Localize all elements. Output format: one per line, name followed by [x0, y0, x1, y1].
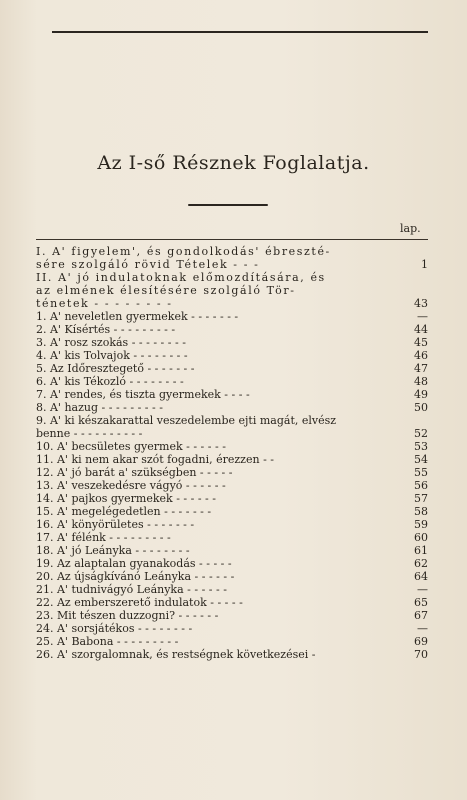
- toc-entry-title: 5. Az Időresztegető - - - - - - -: [36, 362, 195, 375]
- toc-entry-page: 45: [414, 336, 428, 349]
- toc-entry-title: 25. A' Babona - - - - - - - - -: [36, 635, 179, 648]
- toc-entry-page: 65: [414, 596, 428, 609]
- toc-entry-title: 21. A' tudnivágyó Leányka - - - - - -: [36, 583, 227, 596]
- toc-entry-page: 70: [414, 648, 428, 661]
- toc-entry-page: 69: [414, 635, 428, 648]
- table-of-contents: [36, 245, 428, 661]
- toc-entry-title: sére szolgáló rövid Tételek - - -: [36, 258, 260, 271]
- toc-entry-title: 19. Az alaptalan gyanakodás - - - - -: [36, 557, 232, 570]
- toc-entry-title: II. A' jó indulatoknak előmozdítására, és: [36, 271, 326, 284]
- toc-entry: [36, 440, 428, 453]
- toc-entry-title: 2. A' Kísértés - - - - - - - - -: [36, 323, 176, 336]
- toc-entry-title: 6. A' kis Tékozló - - - - - - - -: [36, 375, 184, 388]
- toc-entry: [36, 271, 428, 284]
- toc-entry-title: 14. A' pajkos gyermekek - - - - - -: [36, 492, 216, 505]
- top-rule: [52, 31, 428, 33]
- toc-entry-page: 47: [414, 362, 428, 375]
- toc-entry: [36, 349, 428, 362]
- toc-entry-page: 49: [414, 388, 428, 401]
- toc-entry-title: 11. A' ki nem akar szót fogadni, érezzen - -: [36, 453, 274, 466]
- toc-entry: [36, 362, 428, 375]
- toc-entry-page: 52: [414, 427, 428, 440]
- toc-entry: [36, 570, 428, 583]
- toc-entry-page: 64: [414, 570, 428, 583]
- toc-entry-title: 26. A' szorgalomnak, és restségnek következései -: [36, 648, 316, 661]
- toc-entry-page: 43: [414, 297, 428, 310]
- toc-entry: [36, 544, 428, 557]
- toc-entry-page: 58: [414, 505, 428, 518]
- toc-entry: [36, 479, 428, 492]
- toc-entry: [36, 492, 428, 505]
- toc-entry: [36, 466, 428, 479]
- toc-entry-title: 12. A' jó barát a' szükségben - - - - -: [36, 466, 233, 479]
- toc-entry: [36, 245, 428, 258]
- toc-entry-title: 7. A' rendes, és tiszta gyermekek - - - -: [36, 388, 250, 401]
- toc-entry-page: 48: [414, 375, 428, 388]
- toc-entry: [36, 609, 428, 622]
- toc-entry-title: benne - - - - - - - - - -: [36, 427, 143, 440]
- toc-entry: [36, 622, 428, 635]
- toc-entry-title: 23. Mit tészen duzzogni? - - - - - -: [36, 609, 219, 622]
- toc-entry-title: 15. A' megelégedetlen - - - - - - -: [36, 505, 212, 518]
- toc-entry-title: 18. A' jó Leányka - - - - - - - -: [36, 544, 190, 557]
- toc-entry-title: 20. Az újságkívánó Leányka - - - - - -: [36, 570, 235, 583]
- toc-entry: [36, 297, 428, 310]
- toc-entry-title: 24. A' sorsjátékos - - - - - - - -: [36, 622, 193, 635]
- toc-entry-page: 53: [414, 440, 428, 453]
- page-column-label: lap.: [400, 222, 421, 235]
- toc-entry-page: —: [417, 310, 428, 323]
- toc-entry-title: 16. A' könyörületes - - - - - - -: [36, 518, 195, 531]
- toc-entry-page: 62: [414, 557, 428, 570]
- toc-entry-page: 56: [414, 479, 428, 492]
- toc-entry: [36, 635, 428, 648]
- toc-entry: [36, 336, 428, 349]
- toc-entry-page: —: [417, 583, 428, 596]
- toc-entry: [36, 323, 428, 336]
- page-title: Az I-ső Résznek Foglalatja.: [97, 152, 370, 174]
- toc-entry: [36, 453, 428, 466]
- toc-entry: [36, 557, 428, 570]
- title-divider: [188, 204, 268, 206]
- toc-entry-title: I. A' figyelem', és gondolkodás' ébreszté-: [36, 245, 331, 258]
- toc-entry-page: 44: [414, 323, 428, 336]
- toc-entry-title: 1. A' neveletlen gyermekek - - - - - - -: [36, 310, 239, 323]
- toc-entry: [36, 596, 428, 609]
- toc-entry: [36, 531, 428, 544]
- toc-entry-title: 3. A' rosz szokás - - - - - - - -: [36, 336, 186, 349]
- toc-entry: [36, 310, 428, 323]
- toc-entry-title: az elmének élesítésére szolgáló Tör-: [36, 284, 296, 297]
- toc-entry: [36, 505, 428, 518]
- toc-entry-title: 10. A' becsületes gyermek - - - - - -: [36, 440, 226, 453]
- toc-entry: [36, 648, 428, 661]
- toc-entry-page: 46: [414, 349, 428, 362]
- toc-entry: [36, 583, 428, 596]
- toc-entry-page: 57: [414, 492, 428, 505]
- toc-entry-title: 22. Az emberszerető indulatok - - - - -: [36, 596, 243, 609]
- toc-entry: [36, 258, 428, 271]
- toc-entry: [36, 388, 428, 401]
- toc-top-rule: [36, 239, 428, 240]
- toc-entry-title: 8. A' hazug - - - - - - - - -: [36, 401, 163, 414]
- toc-entry-page: —: [417, 622, 428, 635]
- toc-entry-title: 4. A' kis Tolvajok - - - - - - - -: [36, 349, 188, 362]
- toc-entry-page: 60: [414, 531, 428, 544]
- toc-entry-page: 61: [414, 544, 428, 557]
- toc-entry-title: ténetek - - - - - - - -: [36, 297, 173, 310]
- toc-entry-page: 1: [421, 258, 428, 271]
- toc-entry: [36, 518, 428, 531]
- toc-entry-page: 59: [414, 518, 428, 531]
- toc-entry-page: 67: [414, 609, 428, 622]
- toc-entry-page: 54: [414, 453, 428, 466]
- toc-entry: [36, 427, 428, 440]
- toc-entry: [36, 375, 428, 388]
- toc-entry-title: 17. A' félénk - - - - - - - - -: [36, 531, 171, 544]
- toc-entry-title: 9. A' ki készakarattal veszedelembe ejti magát, elvész: [36, 414, 337, 427]
- toc-entry: [36, 401, 428, 414]
- toc-entry-title: 13. A' veszekedésre vágyó - - - - - -: [36, 479, 226, 492]
- toc-entry: [36, 414, 428, 427]
- toc-entry-page: 55: [414, 466, 428, 479]
- toc-entry-page: 50: [414, 401, 428, 414]
- toc-entry: [36, 284, 428, 297]
